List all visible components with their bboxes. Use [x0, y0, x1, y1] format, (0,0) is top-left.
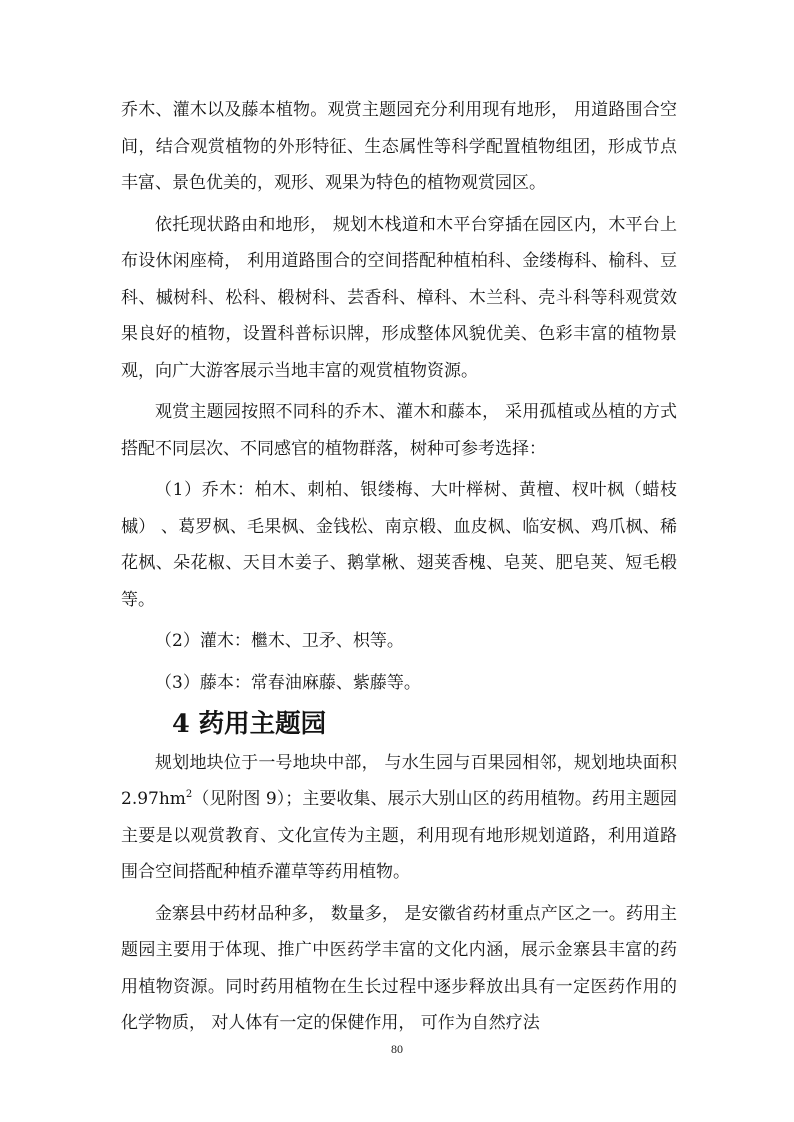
section-heading: 4 药用主题园 [172, 709, 327, 739]
plot-location-text: 规划地块位于一号地块中部， 与水生园与百果园相邻，规划地块面积 2.97hm [121, 752, 677, 809]
paragraph-medicinal-plot [121, 745, 677, 891]
list-item-shrubs: （2）灌木：檵木、卫矛、枳等。 [155, 631, 404, 651]
list-item-vines: （3）藤本：常春油麻藤、紫藤等。 [155, 672, 421, 693]
continued-paragraph: 乔木、灌木以及藤本植物。观赏主题园充分利用现有地形， 用道路围合空间，结合观赏植物的外形特征、生态属性等科学配置植物组团，形成节点丰富、景色优美的，观形、观果为特色的植物观赏园区。 [121, 100, 677, 193]
paragraph-layout-plan: 依托现状路由和地形， 规划木栈道和木平台穿插在园区内，木平台上布设休闲座椅， 利用道路围合的空间搭配种植柏科、金缕梅科、榆科、豆科、槭树科、松科、椴树科、芸香科、樟科、木兰科、壳斗科等科观赏效果良好的植物，设置科普标识牌，形成整体风貌优美、色彩丰富的植物景观，向广大游客展示当地丰富的观赏植物资源。 [121, 214, 677, 381]
paragraph-planting-method: 观赏主题园按照不同科的乔木、灌木和藤本， 采用孤植或丛植的方式搭配不同层次、不同感官的植物群落，树种可参考选择： [121, 402, 677, 459]
list-item-trees: （1）乔木：柏木、刺柏、银缕梅、大叶榉树、黄檀、杈叶枫（蜡枝槭） 、葛罗枫、毛果枫、金钱松、南京椴、血皮枫、临安枫、鸡爪枫、稀花枫、朵花椒、天目木姜子、鹅掌楸、翅荚香槐、皂荚、肥皂荚、短毛椴等。 [121, 480, 677, 610]
document-body [121, 92, 677, 1047]
paragraph-medicinal-value: 金寨县中药材品种多， 数量多， 是安徽省药材重点产区之一。药用主题园主要用于体现、推广中医药学丰富的文化内涵，展示金寨县丰富的药用植物资源。同时药用植物在生长过程中逐步释放出具有一定医药作用的化学物质， 对人体有一定的保健作用， 可作为自然疗法 [121, 903, 677, 1033]
plot-purpose-text: （见附图 9）；主要收集、展示大别山区的药用植物。药用主题园主要是以观赏教育、文化宣传为主题，利用现有地形规划道路，利用道路围合空间搭配种植乔灌草等药用植物。 [121, 789, 677, 882]
area-unit-superscript: 2 [185, 789, 193, 800]
page-number: 80 [391, 1042, 403, 1056]
